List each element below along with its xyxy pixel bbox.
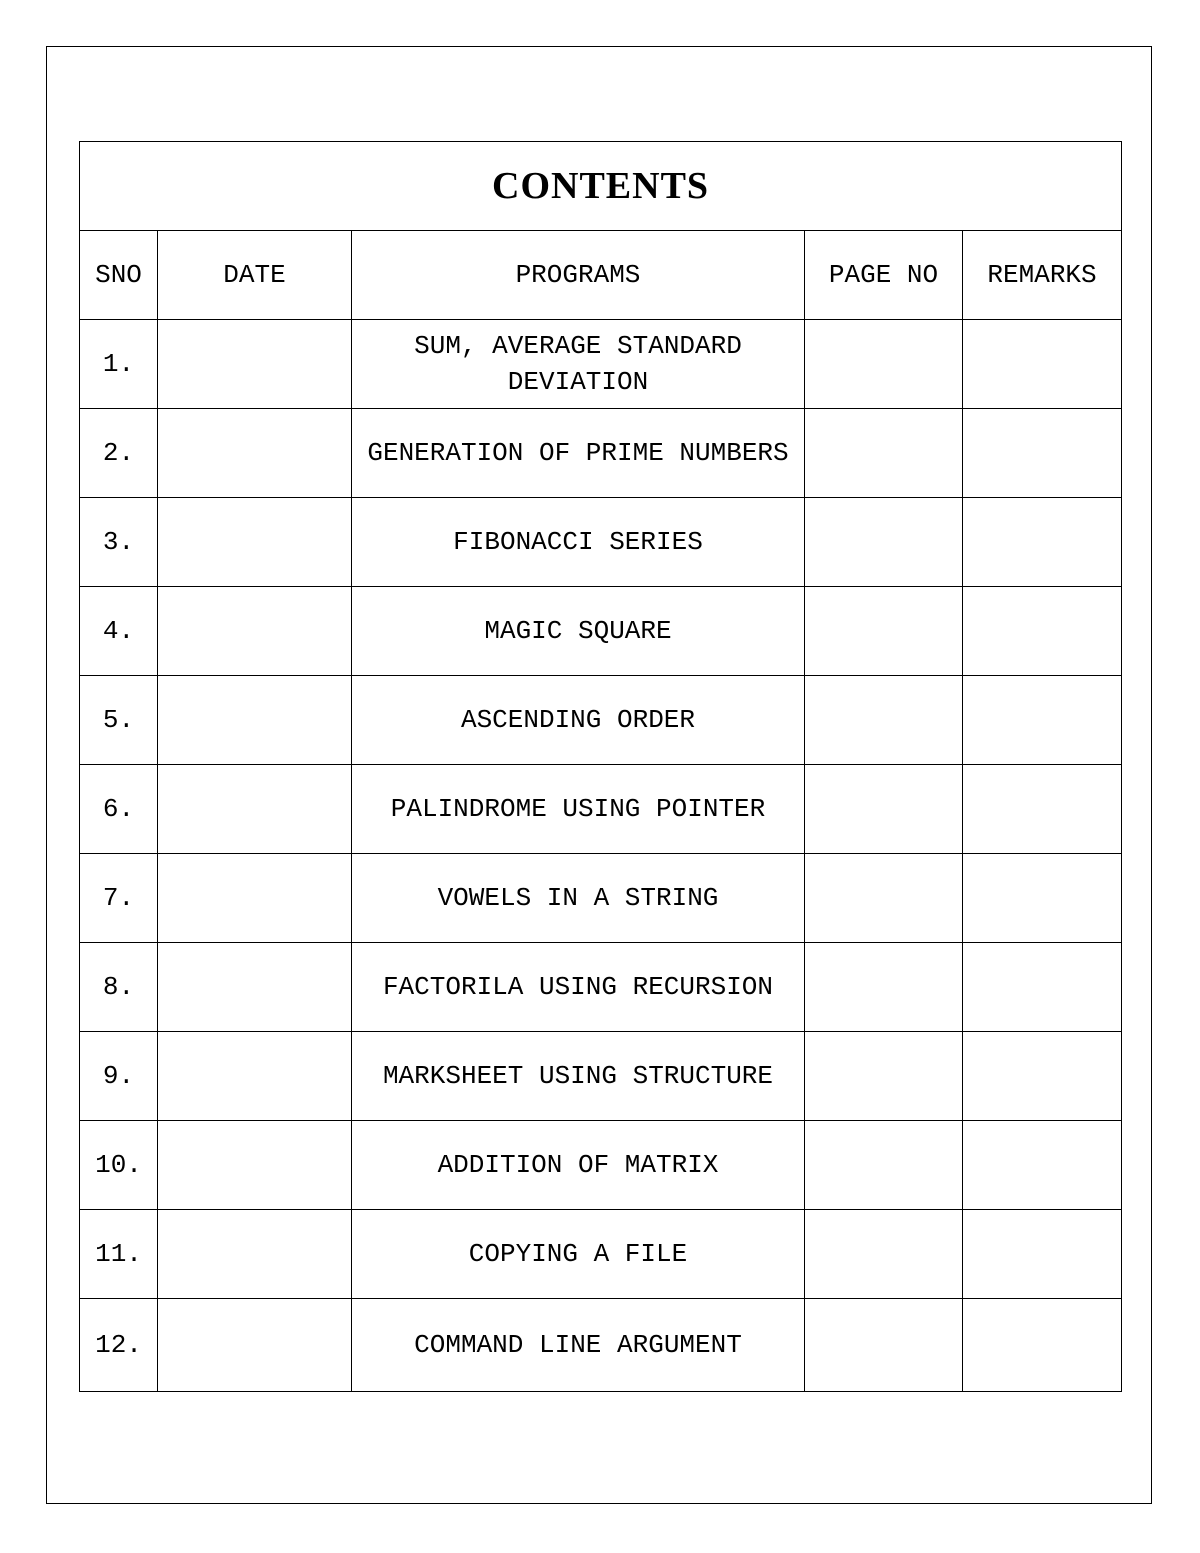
program-cell: COMMAND LINE ARGUMENT: [352, 1299, 805, 1392]
sno-cell: 10.: [80, 1121, 158, 1210]
header-page-no: PAGE NO: [805, 231, 963, 320]
header-sno: SNO: [80, 231, 158, 320]
page-no-cell: [805, 320, 963, 409]
sno-cell: 4.: [80, 587, 158, 676]
table-row: [80, 498, 1122, 587]
page-no-cell: [805, 943, 963, 1032]
table-body: [80, 320, 1122, 1392]
page-no-cell: [805, 1032, 963, 1121]
table-row: [80, 1299, 1122, 1392]
table-row: [80, 587, 1122, 676]
table-row: [80, 676, 1122, 765]
sno-cell: 5.: [80, 676, 158, 765]
page-no-cell: [805, 765, 963, 854]
contents-table: [79, 141, 1122, 1392]
table-row: [80, 765, 1122, 854]
page-no-cell: [805, 854, 963, 943]
remarks-cell: [963, 409, 1122, 498]
sno-cell: 12.: [80, 1299, 158, 1392]
table-row: [80, 320, 1122, 409]
date-cell: [158, 943, 352, 1032]
table-row: [80, 1032, 1122, 1121]
program-cell: GENERATION OF PRIME NUMBERS: [352, 409, 805, 498]
remarks-cell: [963, 854, 1122, 943]
sno-cell: 1.: [80, 320, 158, 409]
remarks-cell: [963, 320, 1122, 409]
remarks-cell: [963, 676, 1122, 765]
remarks-cell: [963, 943, 1122, 1032]
table-row: [80, 409, 1122, 498]
remarks-cell: [963, 1210, 1122, 1299]
date-cell: [158, 1121, 352, 1210]
remarks-cell: [963, 1032, 1122, 1121]
program-cell: COPYING A FILE: [352, 1210, 805, 1299]
program-cell: VOWELS IN A STRING: [352, 854, 805, 943]
table-row: [80, 854, 1122, 943]
table-row: [80, 1210, 1122, 1299]
remarks-cell: [963, 1299, 1122, 1392]
program-cell: ADDITION OF MATRIX: [352, 1121, 805, 1210]
header-programs: PROGRAMS: [352, 231, 805, 320]
program-cell: FIBONACCI SERIES: [352, 498, 805, 587]
date-cell: [158, 587, 352, 676]
title-row: [80, 142, 1122, 231]
page-no-cell: [805, 498, 963, 587]
remarks-cell: [963, 1121, 1122, 1210]
sno-cell: 11.: [80, 1210, 158, 1299]
sno-cell: 8.: [80, 943, 158, 1032]
date-cell: [158, 1032, 352, 1121]
program-cell: PALINDROME USING POINTER: [352, 765, 805, 854]
page-no-cell: [805, 676, 963, 765]
remarks-cell: [963, 587, 1122, 676]
page-no-cell: [805, 1210, 963, 1299]
date-cell: [158, 498, 352, 587]
date-cell: [158, 854, 352, 943]
date-cell: [158, 1299, 352, 1392]
program-cell: SUM, AVERAGE STANDARD DEVIATION: [352, 320, 805, 409]
remarks-cell: [963, 498, 1122, 587]
header-date: DATE: [158, 231, 352, 320]
remarks-cell: [963, 765, 1122, 854]
header-row: [80, 231, 1122, 320]
program-cell: MAGIC SQUARE: [352, 587, 805, 676]
date-cell: [158, 409, 352, 498]
page-no-cell: [805, 587, 963, 676]
sno-cell: 6.: [80, 765, 158, 854]
program-cell: FACTORILA USING RECURSION: [352, 943, 805, 1032]
date-cell: [158, 765, 352, 854]
sno-cell: 3.: [80, 498, 158, 587]
date-cell: [158, 320, 352, 409]
sno-cell: 7.: [80, 854, 158, 943]
header-remarks: REMARKS: [963, 231, 1122, 320]
program-cell: ASCENDING ORDER: [352, 676, 805, 765]
table-row: [80, 943, 1122, 1032]
page-no-cell: [805, 409, 963, 498]
date-cell: [158, 676, 352, 765]
contents-title: CONTENTS: [80, 142, 1122, 231]
program-cell: MARKSHEET USING STRUCTURE: [352, 1032, 805, 1121]
table-row: [80, 1121, 1122, 1210]
page-no-cell: [805, 1121, 963, 1210]
sno-cell: 9.: [80, 1032, 158, 1121]
date-cell: [158, 1210, 352, 1299]
page-no-cell: [805, 1299, 963, 1392]
sno-cell: 2.: [80, 409, 158, 498]
